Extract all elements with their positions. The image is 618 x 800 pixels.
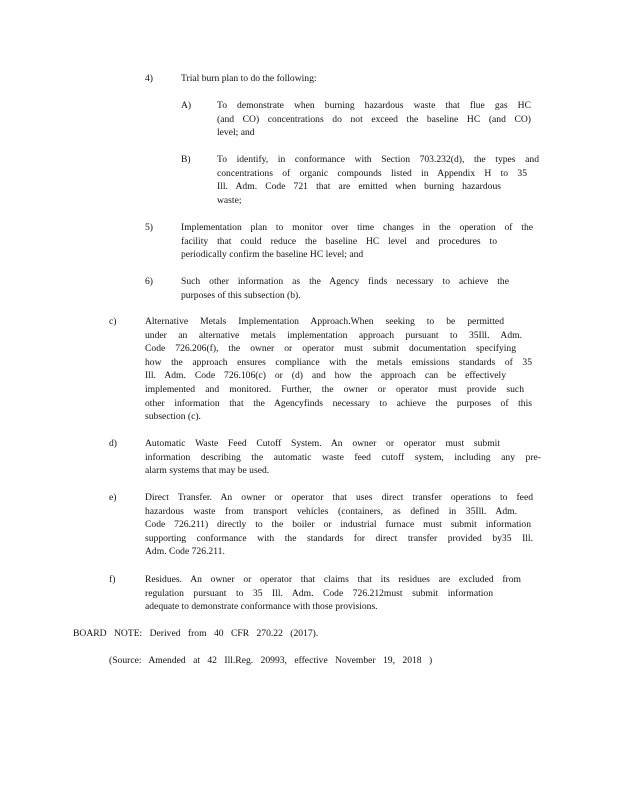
text-line: purposes of this subsection (b). — [181, 289, 301, 301]
text-line: Ill. Adm. Code 721 that are emitted when burning hazardous — [217, 181, 501, 193]
subsection-e-text — [145, 491, 533, 559]
text-line: how the approach ensures compliance with the metals emissions standards of 35 — [145, 356, 532, 368]
text-line: facility that could reduce the baseline HC level and procedures to — [181, 235, 497, 247]
text-line: alarm systems that may be used. — [145, 465, 270, 477]
text-line: adequate to demonstrate conformance with those provisions. — [145, 601, 378, 613]
text-line: To identify, in conformance with Section 703.232(d), the types and — [217, 154, 539, 165]
text-line: concentrations of organic compounds listed in Appendix H to 35 — [217, 167, 527, 179]
item-4-A-text — [217, 99, 531, 140]
subsection-c-label: c) — [109, 316, 117, 327]
text-line: supporting conformance with the standards for direct transfer provided by35 Ill. — [145, 532, 533, 544]
text-line: periodically confirm the baseline HC level; and — [181, 249, 364, 261]
item-5-label: 5) — [145, 222, 153, 233]
subsection-f-label: f) — [109, 574, 116, 585]
text-line: under an alternative metals implementation approach pursuant to 35Ill. Adm. — [145, 329, 522, 341]
text-line: (and CO) concentrations do not exceed the baseline HC (and CO) — [217, 113, 531, 125]
text-line: Such other information as the Agency finds necessary to achieve the — [181, 276, 509, 287]
subsection-f-text — [145, 573, 521, 614]
text-line: Adm. Code 726.211. — [145, 546, 225, 558]
text-line: Ill. Adm. Code 726.106(c) or (d) and how the approach can be effectively — [145, 370, 506, 382]
subsection-d-label: d) — [109, 438, 117, 449]
subsection-d-text — [145, 437, 541, 478]
item-4-label: 4) — [145, 73, 153, 84]
text-line: Code 726.211) directly to the boiler or industrial furnace must submit information — [145, 519, 531, 531]
text-line: To demonstrate when burning hazardous waste that flue gas HC — [217, 100, 531, 111]
source-note: (Source: Amended at 42 Ill.Reg. 20993, effective November 19, 2018 ) — [109, 655, 433, 666]
text-line: Residues. An owner or operator that claims that its residues are excluded from — [145, 574, 521, 585]
text-line: waste; — [217, 194, 242, 206]
subsection-c-text — [145, 315, 532, 424]
item-4-text: Trial burn plan to do the following: — [181, 73, 317, 84]
text-line: Implementation plan to monitor over time changes in the operation of the — [181, 222, 533, 233]
item-4-B-label: B) — [181, 154, 191, 165]
text-line: information describing the automatic waste feed cutoff system, including any pre- — [145, 451, 541, 463]
text-line: Alternative Metals Implementation Approach.When seeking to be permitted — [145, 316, 504, 327]
text-line: subsection (c). — [145, 411, 201, 423]
text-line: Direct Transfer. An owner or operator that uses direct transfer operations to feed — [145, 492, 533, 503]
board-note: BOARD NOTE: Derived from 40 CFR 270.22 (2017). — [73, 628, 319, 639]
text-line: implemented and monitored. Further, the owner or operator must provide such — [145, 383, 524, 395]
subsection-e-label: e) — [109, 492, 117, 503]
text-line: level; and — [217, 127, 255, 139]
text-line: other information that the Agencyfinds necessary to achieve the purposes of this — [145, 397, 532, 409]
text-line: regulation pursuant to 35 Ill. Adm. Code 726.212must submit information — [145, 587, 493, 599]
text-line: Code 726.206(f), the owner or operator must submit documentation specifying — [145, 343, 516, 355]
item-4-A-label: A) — [181, 100, 192, 111]
item-6-label: 6) — [145, 276, 153, 287]
item-6-text — [181, 275, 509, 302]
item-4-B-text — [217, 153, 539, 207]
item-5-text — [181, 221, 533, 262]
text-line: Automatic Waste Feed Cutoff System. An owner or operator must submit — [145, 438, 500, 449]
text-line: hazardous waste from transport vehicles (containers, as defined in 35Ill. Adm. — [145, 505, 517, 517]
